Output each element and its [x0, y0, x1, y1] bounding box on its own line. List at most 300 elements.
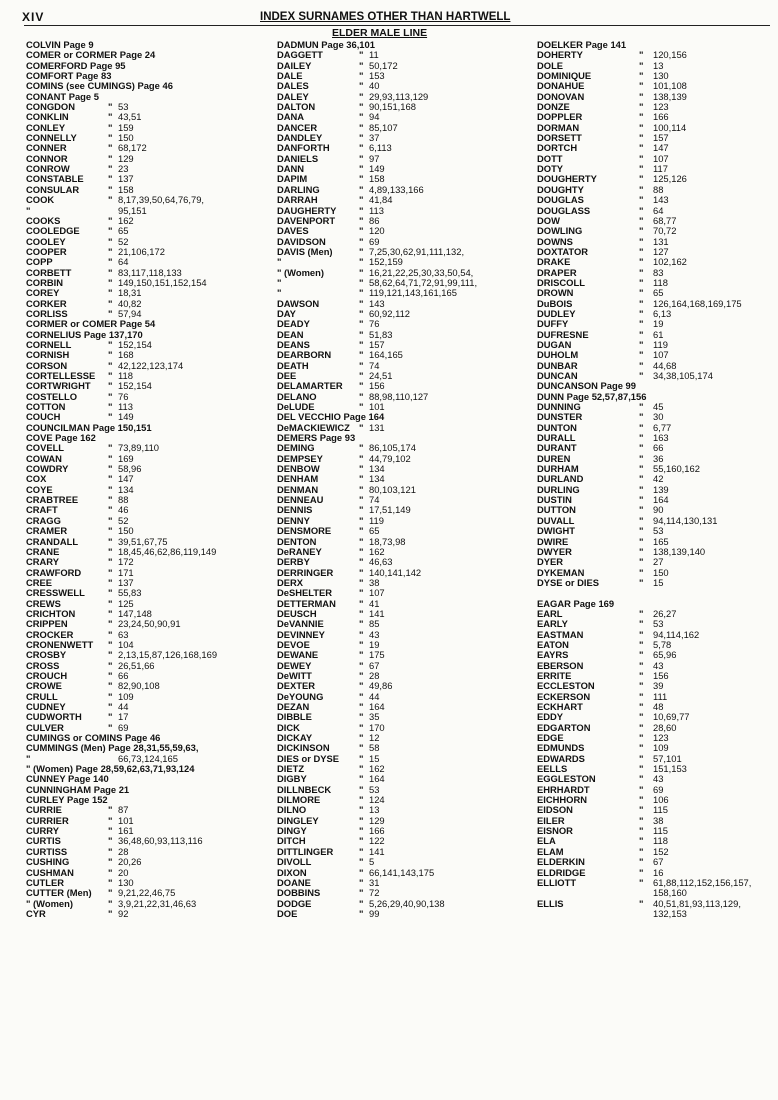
index-column-1: [26, 40, 276, 919]
ditto-mark: ": [359, 111, 364, 123]
surname: CORTWRIGHT: [26, 380, 91, 392]
surname: EELLS: [537, 763, 568, 775]
surname: DOW: [537, 214, 560, 226]
ditto-mark: ": [108, 897, 113, 909]
page-refs: 3,9,21,22,31,46,63: [118, 897, 197, 909]
surname: DOBBINS: [277, 887, 321, 899]
surname: DAPIM: [277, 173, 308, 185]
surname: DOANE: [277, 876, 311, 888]
ditto-mark: ": [108, 556, 113, 568]
surname: CORBETT: [26, 266, 72, 278]
ditto-mark: ": [359, 173, 364, 185]
surname: DANCER: [277, 121, 318, 133]
page-refs: 101,108: [653, 80, 687, 92]
surname: DONZE: [537, 101, 570, 113]
ditto-mark: ": [639, 669, 644, 681]
index-entry: [26, 443, 276, 453]
surname: DUREN: [537, 452, 571, 464]
page-refs: 107: [369, 587, 385, 599]
page-refs: 88: [653, 183, 664, 195]
surname: CONANT Page 5: [26, 90, 99, 102]
ditto-mark: ": [108, 680, 113, 692]
ditto-mark: ": [108, 111, 113, 123]
surname: DILMORE: [277, 794, 321, 806]
ditto-mark: ": [639, 142, 644, 154]
page-refs: 134: [369, 463, 385, 475]
ditto-mark: ": [639, 773, 644, 785]
page-refs: 150: [118, 525, 134, 537]
surname: EDGE: [537, 732, 564, 744]
page-refs: 164,165: [369, 349, 403, 361]
surname: COREY: [26, 287, 60, 299]
page-refs: 74: [369, 359, 380, 371]
page-refs: 120,156: [653, 49, 687, 61]
index-entry: [277, 102, 527, 112]
ditto-mark: ": [108, 390, 113, 402]
ditto-mark: ": [359, 152, 364, 164]
ditto-mark: ": [359, 628, 364, 640]
surname: DeMACKIEWICZ: [277, 421, 350, 433]
page-refs: 150: [118, 132, 134, 144]
page-refs: 37: [369, 132, 380, 144]
surname: COLVIN Page 9: [26, 39, 94, 50]
surname: DWYER: [537, 545, 572, 557]
surname: CURRIE: [26, 804, 62, 816]
page-refs: 113: [369, 204, 384, 216]
ditto-mark: ": [359, 587, 364, 599]
page-refs: 109: [653, 742, 669, 754]
surname: EAYRS: [537, 649, 569, 661]
page-refs: 55,160,162: [653, 463, 700, 475]
page-refs: 61,88,112,152,156,157,: [653, 876, 752, 888]
surname: DUFFY: [537, 318, 569, 330]
ditto-mark: ": [639, 183, 644, 195]
surname: DAVENPORT: [277, 214, 336, 226]
page-refs: 74: [369, 494, 380, 506]
page-refs: 171: [118, 566, 134, 578]
surname: DELANO: [277, 390, 317, 402]
page-refs: 53: [369, 783, 380, 795]
index-entry: [537, 857, 778, 867]
ditto-mark: ": [639, 866, 644, 878]
ditto-mark: ": [639, 690, 644, 702]
index-entry: [537, 226, 778, 236]
surname: DOHERTY: [537, 49, 583, 61]
surname: COOLEDGE: [26, 225, 80, 237]
page-refs: 138,139,140: [653, 545, 706, 557]
ditto-mark: ": [639, 897, 644, 909]
page-refs: 42,122,123,174: [118, 359, 184, 371]
page-refs: 44,79,102: [369, 452, 411, 464]
ditto-mark: ": [359, 504, 364, 516]
surname: COTTON: [26, 401, 66, 413]
surname: CROWE: [26, 680, 62, 692]
surname: DEWANE: [277, 649, 319, 661]
ditto-mark: ": [639, 628, 644, 640]
page-refs: 52: [118, 235, 129, 247]
page-refs: 2,13,15,87,126,168,169: [118, 649, 218, 661]
page-refs: 90: [653, 504, 664, 516]
ditto-mark: ": [108, 494, 113, 506]
surname: DAVIDSON: [277, 235, 326, 247]
ditto-mark: ": [639, 235, 644, 247]
surname: ELA: [537, 835, 556, 847]
ditto-mark: ": [359, 514, 364, 526]
ditto-mark: ": [639, 152, 644, 164]
page-refs: 5,78: [653, 638, 672, 650]
ditto-mark: ": [359, 370, 364, 381]
surname: DUSTIN: [537, 494, 572, 506]
ditto-mark: ": [359, 256, 364, 268]
page-refs: 69: [118, 721, 129, 733]
surname: CUSHING: [26, 856, 70, 868]
ditto-mark: ": [108, 214, 113, 226]
surname: DeLUDE: [277, 401, 315, 413]
surname: CUSHMAN: [26, 866, 74, 878]
ditto-mark: ": [359, 194, 364, 206]
surname: DEMING: [277, 442, 315, 454]
ditto-mark: ": [108, 887, 113, 899]
surname: CREWS: [26, 597, 61, 609]
surname: CORSON: [26, 359, 68, 371]
surname: CRAWFORD: [26, 566, 82, 578]
ditto-mark: ": [108, 121, 113, 133]
page-refs: 76: [369, 318, 380, 330]
surname: COSTELLO: [26, 390, 78, 402]
page-refs: 45: [653, 401, 664, 413]
ditto-mark: ": [108, 297, 113, 309]
surname: DOUGLASS: [537, 204, 591, 216]
ditto-mark: ": [639, 132, 644, 144]
surname: CROCKER: [26, 628, 74, 640]
ditto-mark: ": [108, 514, 113, 526]
index-entry: [26, 505, 276, 515]
surname: COOLEY: [26, 235, 66, 247]
ditto-mark: ": [639, 783, 644, 795]
page-refs: 138,139: [653, 90, 687, 102]
page-refs: 97: [369, 152, 380, 164]
surname: DAILEY: [277, 59, 312, 71]
surname: DIBBLE: [277, 711, 312, 723]
ditto-mark: ": [108, 173, 113, 185]
surname: CORMER or COMER Page 54: [26, 318, 156, 330]
ditto-mark: ": [639, 287, 644, 299]
ditto-mark: ": [639, 173, 644, 185]
ditto-mark: ": [108, 814, 113, 826]
page-refs: 129: [369, 814, 385, 826]
page-refs: 115: [653, 825, 668, 837]
ditto-mark: ": [639, 204, 644, 216]
page-refs: 152,154: [118, 380, 152, 392]
ditto-mark: ": [639, 432, 644, 444]
ditto-mark: ": [359, 680, 364, 692]
surname: DEE: [277, 370, 297, 381]
surname: DUDLEY: [537, 307, 576, 319]
ditto-mark: ": [359, 225, 364, 237]
page-refs: 30: [653, 411, 664, 423]
surname: " (Women): [26, 897, 73, 909]
page-refs: 118: [118, 370, 133, 381]
page-refs: 67: [653, 856, 664, 868]
ditto-mark: ": [359, 266, 364, 278]
ditto-mark: ": [359, 142, 364, 154]
index-entry: [26, 247, 276, 257]
ditto-mark: ": [359, 59, 364, 71]
ditto-mark: ": [359, 307, 364, 319]
index-entry: [277, 568, 527, 578]
surname: CONSULAR: [26, 183, 80, 195]
ditto-mark: ": [639, 794, 644, 806]
surname: DANA: [277, 111, 305, 123]
surname: CORBIN: [26, 276, 63, 288]
ditto-mark: ": [639, 535, 644, 547]
ditto-mark: ": [359, 380, 364, 392]
ditto-mark: ": [359, 701, 364, 712]
index-entry: [26, 816, 276, 826]
ditto-mark: ": [639, 649, 644, 661]
page-refs: 132,153: [653, 907, 687, 919]
ditto-mark: ": [359, 390, 364, 402]
ditto-mark: ": [359, 618, 364, 630]
page-refs: 80,103,121: [369, 483, 416, 495]
surname: DADMUN Page 36,101: [277, 39, 375, 50]
surname: DeVANNIE: [277, 618, 324, 630]
page-refs: 38: [653, 814, 664, 826]
ditto-mark: ": [359, 442, 364, 454]
ditto-mark: ": [359, 80, 364, 92]
surname: EBERSON: [537, 659, 584, 671]
page-refs: 40,82: [118, 297, 142, 309]
surname: DEUSCH: [277, 607, 317, 619]
surname: COX: [26, 473, 47, 485]
page-refs: 53: [653, 525, 664, 537]
page-refs: 126,164,168,169,175: [653, 297, 742, 309]
ditto-mark: ": [639, 504, 644, 516]
ditto-mark: ": [359, 525, 364, 537]
surname: DITTLINGER: [277, 845, 334, 857]
ditto-mark: ": [108, 163, 113, 175]
ditto-mark: ": [359, 783, 364, 795]
page-refs: 65: [369, 525, 380, 537]
index-column-2: [277, 40, 527, 919]
page-refs: 119: [369, 514, 384, 526]
index-entry: [277, 71, 527, 81]
index-entry: [277, 154, 527, 164]
ditto-mark: ": [639, 307, 644, 319]
page-refs: 104: [118, 638, 134, 650]
page-refs: 39,51,67,75: [118, 535, 168, 547]
ditto-mark: ": [359, 452, 364, 464]
surname: DEVINNEY: [277, 628, 325, 640]
ditto-mark: ": [639, 701, 644, 712]
header-rule: [24, 25, 770, 26]
surname: ": [26, 752, 31, 764]
page-refs: 82,90,108: [118, 680, 160, 692]
page-refs: 123: [653, 732, 669, 744]
surname: DALEY: [277, 90, 309, 102]
page-refs: 49,86: [369, 680, 393, 692]
surname: COOPER: [26, 245, 67, 257]
ditto-mark: ": [359, 607, 364, 619]
surname: DINGY: [277, 825, 307, 837]
surname: DUNBAR: [537, 359, 578, 371]
page-refs: 161: [118, 825, 134, 837]
ditto-mark: ": [359, 349, 364, 361]
ditto-mark: ": [639, 266, 644, 278]
surname: DELAMARTER: [277, 380, 343, 392]
page-refs: 5,26,29,40,90,138: [369, 897, 445, 909]
ditto-mark: ": [359, 535, 364, 547]
surname: DeWITT: [277, 669, 312, 681]
page-refs: 31: [369, 876, 380, 888]
page-title: INDEX SURNAMES OTHER THAN HARTWELL: [260, 11, 511, 23]
page-refs: 120: [369, 225, 385, 237]
ditto-mark: ": [108, 618, 113, 630]
index-entry: [277, 547, 527, 557]
index-entry: [277, 226, 527, 236]
index-entry: [537, 195, 778, 205]
ditto-mark: ": [359, 638, 364, 650]
index-entry: [277, 588, 527, 598]
ditto-mark: ": [359, 742, 364, 754]
ditto-mark: ": [359, 494, 364, 506]
ditto-mark: ": [359, 101, 364, 113]
page-refs: 85,107: [369, 121, 398, 133]
page-refs: 118: [653, 276, 668, 288]
ditto-mark: ": [108, 649, 113, 661]
index-entry: [26, 888, 276, 898]
ditto-mark: ": [108, 194, 113, 206]
page-refs: 152,154: [118, 338, 152, 350]
surname: DIXON: [277, 866, 307, 878]
page-refs: 39: [653, 680, 664, 692]
surname: EGGLESTON: [537, 773, 596, 785]
page-refs: 53: [653, 618, 664, 630]
ditto-mark: ": [359, 287, 364, 299]
surname: CUMINGS or COMINS Page 46: [26, 732, 161, 744]
ditto-mark: ": [359, 121, 364, 133]
page-refs: 66,141,143,175: [369, 866, 435, 878]
surname: DUNCANSON Page 99: [537, 380, 636, 392]
surname: COOK: [26, 194, 55, 206]
surname: DuBOIS: [537, 297, 573, 309]
index-column-3: [537, 40, 778, 919]
ditto-mark: ": [359, 711, 364, 723]
page-refs: 163: [653, 432, 669, 444]
surname: DURALL: [537, 432, 576, 444]
page-refs: 76: [118, 390, 129, 402]
page-refs: 43: [369, 628, 380, 640]
page-refs: 66,73,124,165: [118, 752, 178, 764]
surname: COPP: [26, 256, 53, 268]
ditto-mark: ": [359, 401, 364, 413]
page-refs: 92: [118, 907, 129, 919]
surname: EAGAR Page 169: [537, 597, 615, 609]
surname: ": [277, 287, 282, 299]
page-refs: 162: [369, 763, 385, 775]
index-entry: [277, 899, 527, 909]
surname: DROWN: [537, 287, 574, 299]
page-refs: 13: [369, 804, 380, 816]
surname: COWAN: [26, 452, 62, 464]
index-entry: [277, 557, 527, 567]
ditto-mark: ": [639, 545, 644, 557]
index-entry: [277, 216, 527, 226]
index-entry: [537, 557, 778, 567]
surname: DWIGHT: [537, 525, 576, 537]
ditto-mark: ": [639, 80, 644, 92]
page-refs: 172: [118, 556, 134, 568]
surname: DUNTON: [537, 421, 577, 433]
surname: DORSETT: [537, 132, 582, 144]
page-refs: 131: [369, 421, 385, 433]
page-refs: 50,172: [369, 59, 398, 71]
page-refs: 143: [369, 297, 385, 309]
page-refs: 70,72: [653, 225, 677, 237]
index-entry: [277, 826, 527, 836]
ditto-mark: ": [359, 845, 364, 857]
ditto-mark: ": [108, 359, 113, 371]
surname: DENNEAU: [277, 494, 324, 506]
surname: EISNOR: [537, 825, 573, 837]
surname: CURLEY Page 152: [26, 794, 108, 806]
surname: DOUGHTY: [537, 183, 584, 195]
surname: DONAHUE: [537, 80, 585, 92]
ditto-mark: ": [359, 907, 364, 919]
ditto-mark: ": [108, 669, 113, 681]
surname: EDWARDS: [537, 752, 585, 764]
surname: DENSMORE: [277, 525, 332, 537]
index-entry: [26, 474, 276, 484]
ditto-mark: ": [108, 701, 113, 712]
page-refs: 83,117,118,133: [118, 266, 182, 278]
page-refs: 46,63: [369, 556, 393, 568]
surname: ELLIS: [537, 897, 564, 909]
ditto-mark: ": [359, 132, 364, 144]
page-refs: 23,24,50,90,91: [118, 618, 181, 630]
surname: DANN: [277, 163, 305, 175]
ditto-mark: ": [359, 659, 364, 671]
index-entry: [277, 164, 527, 174]
page-refs: 165: [653, 535, 669, 547]
index-entry: [277, 702, 527, 712]
index-entry: [26, 547, 276, 557]
page-refs: 149,150,151,152,154: [118, 276, 207, 288]
page-refs: 117: [653, 163, 668, 175]
section-subtitle: ELDER MALE LINE: [332, 27, 428, 39]
page-refs: 129: [118, 152, 134, 164]
page-refs: 109: [118, 690, 134, 702]
page-refs: 9,21,22,46,75: [118, 887, 176, 899]
ditto-mark: ": [359, 545, 364, 557]
page-refs: 113: [118, 401, 133, 413]
ditto-mark: ": [108, 307, 113, 319]
surname: ": [277, 276, 282, 288]
ditto-mark: ": [639, 338, 644, 350]
page-refs: 125,126: [653, 173, 687, 185]
page-refs: 10,69,77: [653, 711, 690, 723]
surname: CRESSWELL: [26, 587, 85, 599]
ditto-mark: ": [108, 504, 113, 516]
page-refs: 65: [118, 225, 129, 237]
page-refs: 90,151,168: [369, 101, 416, 113]
page-refs: 43: [653, 659, 664, 671]
page-refs: 8,17,39,50,64,76,79,: [118, 194, 205, 206]
surname: DERBY: [277, 556, 310, 568]
surname: CORKER: [26, 297, 67, 309]
surname: ELDRIDGE: [537, 866, 586, 878]
ditto-mark: ": [639, 452, 644, 464]
